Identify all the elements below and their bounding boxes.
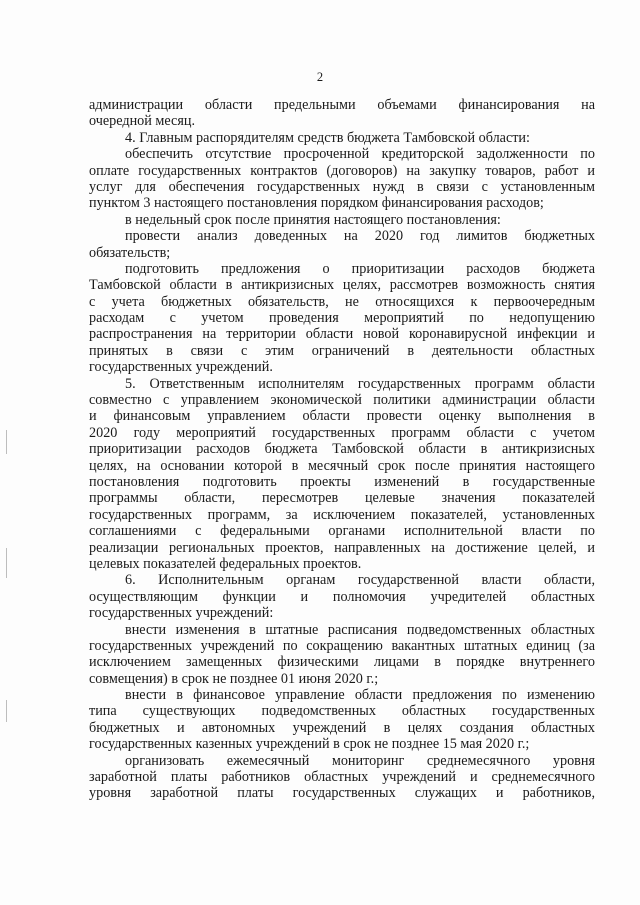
text-line: исключением замещенных физическими лицами в порядке внутреннего: [89, 654, 595, 671]
text-line: программы области, пересмотрев целевые значения показателей: [89, 490, 595, 507]
text-line: внести изменения в штатные расписания подведомственных областных: [125, 621, 595, 638]
text-line: оплате государственных контрактов (договоров) на закупку товаров, работ и: [89, 162, 595, 179]
text-line: обеспечить отсутствие просроченной кредиторской задолженности по: [125, 146, 595, 163]
text-line: государственных учреждений:: [89, 605, 274, 622]
text-line: уровня заработной платы государственных служащих и работников,: [89, 785, 595, 802]
text-line: типа существующих подведомственных областных государственных: [89, 703, 595, 720]
text-line: совмещения) в срок не позднее 01 июня 2020 г.;: [89, 670, 379, 687]
text-line: приоритизации расходов бюджета Тамбовской области в антикризисных: [89, 441, 595, 458]
text-line: расходам с учетом проведения мероприятий по недопущению: [89, 310, 595, 327]
scan-margin-mark: [6, 700, 7, 722]
document-body: [89, 97, 595, 802]
text-line: организовать ежемесячный мониторинг среднемесячного уровня: [125, 752, 595, 769]
text-line: 4. Главным распорядителям средств бюджета Тамбовской области:: [125, 129, 530, 146]
text-line: пунктом 3 настоящего постановления порядком финансирования расходов;: [89, 195, 544, 212]
text-line: государственных казенных учреждений в срок не позднее 15 мая 2020 г.;: [89, 736, 530, 753]
text-line: 2020 году мероприятий государственных программ области с учетом: [89, 424, 595, 441]
text-line: целях, на основании которой в месячный срок после принятия настоящего: [89, 457, 595, 474]
text-line: в недельный срок после принятия настоящего постановления:: [125, 211, 501, 228]
text-line: целевых показателей федеральных проектов.: [89, 555, 362, 572]
text-line: совместно с управлением экономической политики администрации области: [89, 392, 595, 409]
text-line: 5. Ответственным исполнителям государственных программ области: [125, 375, 595, 392]
text-line: с учета бюджетных обязательств, не относящихся к первоочередным: [89, 293, 595, 310]
text-line: и финансовым управлением области провести оценку выполнения в: [89, 408, 595, 425]
text-line: соглашениями с федеральными органами исполнительной власти по: [89, 523, 595, 540]
text-line: подготовить предложения о приоритизации расходов бюджета: [125, 260, 595, 277]
text-line: государственных программ, за исключением показателей, установленных: [89, 506, 595, 523]
text-line: обязательств;: [89, 244, 171, 261]
text-line: государственных учреждений.: [89, 359, 273, 376]
text-line: администрации области предельными объемами финансирования на: [89, 97, 595, 113]
text-line: 6. Исполнительным органам государственной власти области,: [125, 572, 595, 589]
text-line: государственных учреждений по сокращению вакантных штатных единиц (за: [89, 637, 595, 654]
text-line: постановления подготовить проекты изменений в государственные: [89, 473, 595, 490]
text-line: услуг для обеспечения государственных нужд в связи с установленным: [89, 178, 595, 195]
text-line: осуществляющим функции и полномочия учредителей областных: [89, 588, 595, 605]
text-line: внести в финансовое управление области предложения по изменению: [125, 687, 595, 704]
scan-margin-mark: [6, 430, 7, 454]
text-line: заработной платы работников областных учреждений и среднемесячного: [89, 769, 595, 786]
text-line: реализации региональных проектов, направленных на достижение целей, и: [89, 539, 595, 556]
text-line: очередной месяц.: [89, 113, 195, 130]
scan-margin-mark: [6, 548, 7, 578]
text-line: провести анализ доведенных на 2020 год лимитов бюджетных: [125, 228, 595, 245]
text-line: принятых в связи с этим ограничений в деятельности областных: [89, 342, 595, 359]
text-line: Тамбовской области в антикризисных целях, рассмотрев возможность снятия: [89, 277, 595, 294]
page-number: 2: [316, 70, 324, 84]
text-line: распространения на территории области новой коронавирусной инфекции и: [89, 326, 595, 343]
text-line: бюджетных и автономных учреждений в целях создания областных: [89, 719, 595, 736]
